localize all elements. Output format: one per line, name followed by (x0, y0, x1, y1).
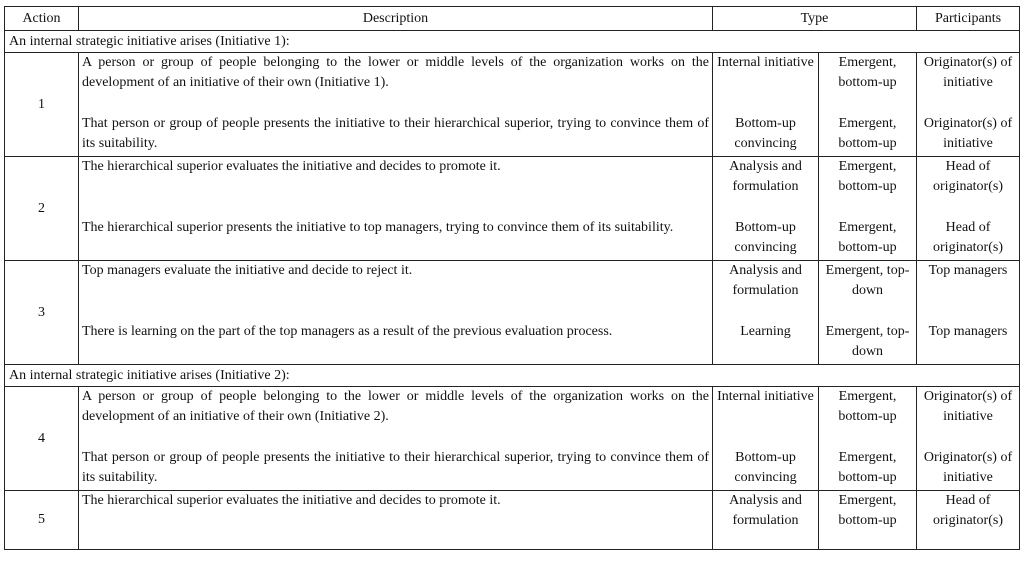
type-cell: Emergent, bottom-up (819, 387, 917, 429)
participants-cell: Head of originator(s) (917, 491, 1020, 550)
type-cell: Emergent, bottom-up (819, 198, 917, 261)
participants-cell: Originator(s) of initiative (917, 428, 1020, 491)
description-cell: The hierarchical superior presents the initiative to top managers, trying to convince them of its suitability. (79, 198, 713, 261)
type-cell: Analysis and formulation (713, 157, 819, 199)
table-row (5, 387, 1020, 429)
table-row (5, 261, 1020, 303)
description-cell: There is learning on the part of the top managers as a result of the previous evaluation process. (79, 302, 713, 365)
action-number: 4 (5, 387, 79, 491)
header-type: Type (713, 7, 917, 31)
description-cell: Top managers evaluate the initiative and decide to reject it. (79, 261, 713, 303)
type-cell: Emergent, bottom-up (819, 157, 917, 199)
participants-cell: Originator(s) of initiative (917, 53, 1020, 95)
table-row (5, 157, 1020, 199)
type-cell: Emergent, bottom-up (819, 53, 917, 95)
type-cell: Emergent, bottom-up (819, 491, 917, 550)
section-title-1: An internal strategic initiative arises (Initiative 1): (5, 31, 1020, 53)
actions-table (4, 6, 1020, 550)
action-number: 1 (5, 53, 79, 157)
type-cell: Internal initiative (713, 387, 819, 429)
participants-cell: Top managers (917, 261, 1020, 303)
header-description: Description (79, 7, 713, 31)
participants-cell: Head of originator(s) (917, 198, 1020, 261)
type-cell: Emergent, top-down (819, 302, 917, 365)
description-cell: That person or group of people presents the initiative to their hierarchical superior, trying to convince them of its suitability. (79, 428, 713, 491)
section-row (5, 365, 1020, 387)
type-cell: Emergent, bottom-up (819, 428, 917, 491)
participants-cell: Head of originator(s) (917, 157, 1020, 199)
type-cell: Emergent, top-down (819, 261, 917, 303)
type-cell: Learning (713, 302, 819, 365)
table-row (5, 491, 1020, 550)
header-participants: Participants (917, 7, 1020, 31)
participants-cell: Originator(s) of initiative (917, 387, 1020, 429)
type-cell: Analysis and formulation (713, 491, 819, 550)
participants-cell: Originator(s) of initiative (917, 94, 1020, 157)
description-cell: A person or group of people belonging to the lower or middle levels of the organization works on the development of an initiative of their own (Initiative 1). (79, 53, 713, 95)
description-cell: That person or group of people presents the initiative to their hierarchical superior, trying to convince them of its suitability. (79, 94, 713, 157)
section-row (5, 31, 1020, 53)
participants-cell: Top managers (917, 302, 1020, 365)
type-cell: Bottom-up convincing (713, 94, 819, 157)
table-row (5, 53, 1020, 95)
section-title-2: An internal strategic initiative arises (Initiative 2): (5, 365, 1020, 387)
type-cell: Internal initiative (713, 53, 819, 95)
description-cell: A person or group of people belonging to the lower or middle levels of the organization works on the development of an initiative of their own (Initiative 2). (79, 387, 713, 429)
type-cell: Bottom-up convincing (713, 198, 819, 261)
type-cell: Emergent, bottom-up (819, 94, 917, 157)
table-row (5, 198, 1020, 261)
type-cell: Bottom-up convincing (713, 428, 819, 491)
description-cell: The hierarchical superior evaluates the initiative and decides to promote it. (79, 157, 713, 199)
description-cell: The hierarchical superior evaluates the initiative and decides to promote it. (79, 491, 713, 550)
action-number: 5 (5, 491, 79, 550)
table-row (5, 302, 1020, 365)
action-number: 3 (5, 261, 79, 365)
table-row (5, 94, 1020, 157)
table-header-row (5, 7, 1020, 31)
type-cell: Analysis and formulation (713, 261, 819, 303)
action-number: 2 (5, 157, 79, 261)
header-action: Action (5, 7, 79, 31)
table-row (5, 428, 1020, 491)
document-page (4, 6, 1019, 550)
